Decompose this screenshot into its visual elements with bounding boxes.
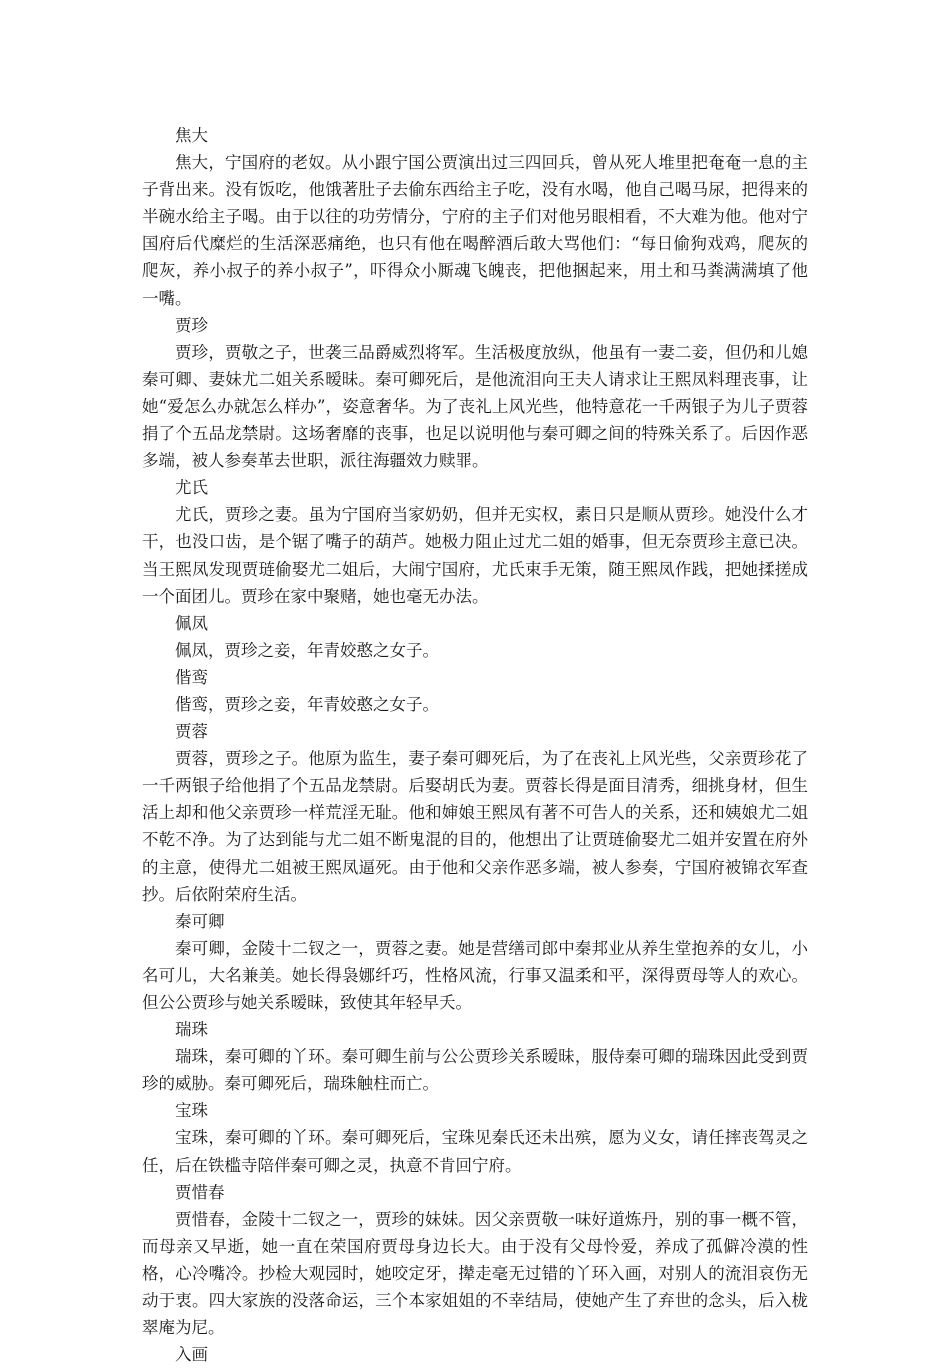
entry-paragraph: 宝珠，秦可卿的丫环。秦可卿死后，宝珠见秦氏还未出殡，愿为义女，请任摔丧驾灵之任，后在铁槛寺陪伴秦可卿之灵，执意不肯回宁府。 <box>142 1128 808 1175</box>
entry-heading: 焦大 <box>175 126 208 145</box>
entry-ru-hua <box>142 1341 808 1368</box>
entry-heading: 瑞珠 <box>175 1020 208 1040</box>
entry-paragraph: 瑞珠，秦可卿的丫环。秦可卿生前与公公贾珍关系暧昧，服侍秦可卿的瑞珠因此受到贾珍的威胁。秦可卿死后，瑞珠触柱而亡。 <box>142 1047 808 1094</box>
entry-paragraph: 贾蓉，贾珍之子。他原为监生，妻子秦可卿死后，为了在丧礼上风光些，父亲贾珍花了一千两银子给他捐了个五品龙禁尉。后娶胡氏为妻。贾蓉长得是面目清秀，细挑身材，但生活上却和他父亲贾珍一样荒淫无耻。他和婶娘王熙凤有著不可告人的关系，还和姨娘尤二姐不乾不净。为了达到能与尤二姐不断鬼混的目的，他想出了让贾琏偷娶尤二姐并安置在府外的主意，使得尤二姐被王熙凤逼死。由于他和父亲作恶多端，被人参奏，宁国府被锦衣军查抄。后依附荣府生活。 <box>142 749 808 904</box>
entry-pei-feng <box>142 610 808 664</box>
entry-paragraph: 焦大，宁国府的老奴。从小跟宁国公贾演出过三四回兵，曾从死人堆里把奄奄一息的主子背出来。没有饭吃，他饿著肚子去偷东西给主子吃，没有水喝，他自己喝马尿，把得来的半碗水给主子喝。由于以往的功劳情分，宁府的主子们对他另眼相看，不大难为他。他对宁国府后代糜烂的生活深恶痛绝，也只有他在喝醉酒后敢大骂他们：“每日偷狗戏鸡，爬灰的爬灰，养小叔子的养小叔子”，吓得众小厮魂飞魄丧，把他捆起来，用土和马粪满满填了他一嘴。 <box>142 153 808 308</box>
entry-heading: 贾惜春 <box>175 1182 225 1202</box>
entry-jia-xichun <box>142 1179 808 1342</box>
entry-paragraph: 秦可卿，金陵十二钗之一，贾蓉之妻。她是营缮司郎中秦邦业从养生堂抱养的女儿，小名可儿，大名兼美。她长得袅娜纤巧，性格风流，行事又温柔和平，深得贾母等人的欢心。但公公贾珍与她关系暧昧，致使其年轻早夭。 <box>142 938 808 1012</box>
entry-paragraph: 贾惜春，金陵十二钗之一，贾珍的妹妹。因父亲贾敬一味好道炼丹，别的事一概不管，而母亲又早逝，她一直在荣国府贾母身边长大。由于没有父母怜爱，养成了孤僻冷漠的性格，心冷嘴冷。抄检大观园时，她咬定牙，撵走毫无过错的丫环入画，对别人的流泪哀伤无动于衷。四大家族的没落命运，三个本家姐姐的不幸结局，使她产生了弃世的念头，后入栊翠庵为尼。 <box>142 1209 808 1338</box>
entry-xie-luan <box>142 664 808 718</box>
entry-heading: 尤氏 <box>175 478 208 498</box>
entry-heading: 贾蓉 <box>175 722 208 742</box>
entry-jiao-da <box>142 122 808 312</box>
entry-paragraph: 佩凤，贾珍之妾，年青姣憨之女子。 <box>175 640 439 660</box>
entry-heading: 贾珍 <box>175 315 208 335</box>
entry-heading: 入画 <box>175 1345 208 1365</box>
entry-paragraph: 贾珍，贾敬之子，世袭三品爵威烈将军。生活极度放纵，他虽有一妻二妾，但仍和儿媳秦可卿、妻妹尤二姐关系暧昧。秦可卿死后，是他流泪向王夫人请求让王熙凤料理丧事，让她“爱怎么办就怎么样办”，姿意奢华。为了丧礼上风光些，他特意花一千两银子为儿子贾蓉捐了个五品龙禁尉。这场奢靡的丧事，也足以说明他与秦可卿之间的特殊关系了。后因作恶多端，被人参奏革去世职，派往海疆效力赎罪。 <box>142 342 808 471</box>
entry-heading: 偕鸾 <box>175 667 208 687</box>
entry-bao-zhu <box>142 1097 808 1178</box>
entry-you-shi <box>142 474 808 609</box>
entry-qin-keqing <box>142 908 808 1016</box>
entry-rui-zhu <box>142 1016 808 1097</box>
document-page <box>142 122 808 1368</box>
entry-heading: 秦可卿 <box>175 911 225 931</box>
entry-heading: 佩凤 <box>175 613 208 633</box>
entry-jia-zhen <box>142 312 808 475</box>
entry-paragraph: 偕鸾，贾珍之妾，年青姣憨之女子。 <box>175 694 439 714</box>
entry-heading: 宝珠 <box>175 1101 208 1121</box>
entry-jia-rong <box>142 718 808 908</box>
entry-paragraph: 尤氏，贾珍之妻。虽为宁国府当家奶奶，但并无实权，素日只是顺从贾珍。她没什么才干，也没口齿，是个锯了嘴子的葫芦。她极力阻止过尤二姐的婚事，但无奈贾珍主意已决。当王熙凤发现贾琏偷娶尤二姐后，大闹宁国府，尤氏束手无策，随王熙凤作践，把她揉搓成一个面团儿。贾珍在家中聚赌，她也毫无办法。 <box>142 505 808 606</box>
